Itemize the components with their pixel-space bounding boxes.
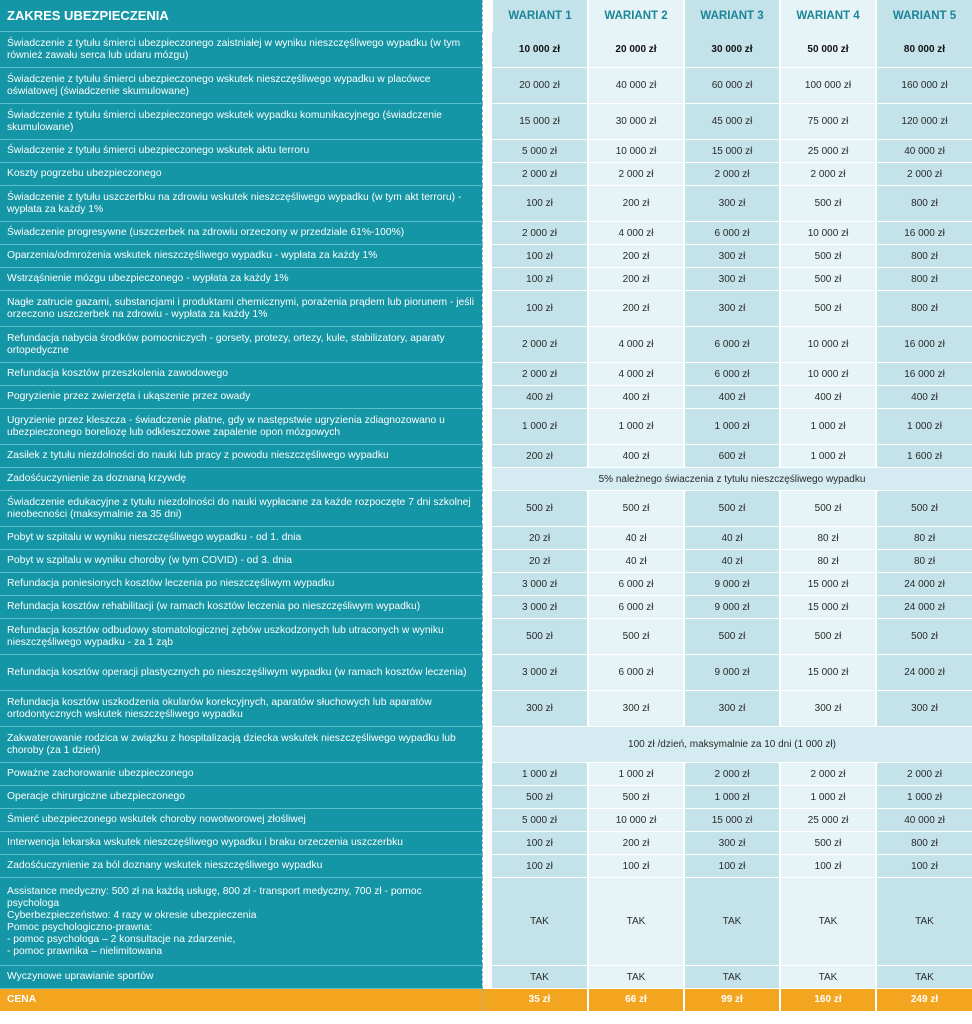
variant-2-value: 500 zł [588,619,684,655]
variant-5-header: WARIANT 5 [876,0,972,32]
variant-4-value: TAK [780,878,876,966]
price-label: CENA [0,989,482,1011]
column-separator [482,68,492,104]
table-row [0,573,972,596]
table-row [0,268,972,291]
table-row [0,186,972,222]
variant-1-value: 100 zł [492,245,588,268]
variant-2-price: 66 zł [588,989,684,1011]
variant-2-value: 10 000 zł [588,140,684,163]
variant-2-value: TAK [588,878,684,966]
variant-4-price: 160 zł [780,989,876,1011]
column-separator [482,0,492,32]
variant-1-value: 5 000 zł [492,140,588,163]
variant-1-value: 1 000 zł [492,409,588,445]
variant-4-value: 500 zł [780,291,876,327]
variant-1-value: 300 zł [492,691,588,727]
variant-3-value: TAK [684,966,780,989]
variant-4-value: 2 000 zł [780,763,876,786]
variant-5-value: 800 zł [876,832,972,855]
variant-2-value: 4 000 zł [588,327,684,363]
column-separator [482,573,492,596]
variant-3-value: 1 000 zł [684,409,780,445]
variant-2-value: 40 000 zł [588,68,684,104]
variant-2-value: 400 zł [588,445,684,468]
column-separator [482,832,492,855]
variant-3-value: 500 zł [684,491,780,527]
variant-5-value: 400 zł [876,386,972,409]
row-label: Refundacja kosztów przeszkolenia zawodowego [0,363,482,386]
row-label: Świadczenie edukacyjne z tytułu niezdolności do nauki wypłacane za każde rozpoczęte 7 dni szkolnej nieobecności (maksymalnie za 35 dni) [0,491,482,527]
column-separator [482,878,492,966]
row-label: Świadczenie progresywne (uszczerbek na zdrowiu orzeczony w przedziale 61%-100%) [0,222,482,245]
variant-2-value: 1 000 zł [588,409,684,445]
variant-4-value: 500 zł [780,832,876,855]
variant-4-value: 1 000 zł [780,445,876,468]
variant-1-value: 5 000 zł [492,809,588,832]
table-row [0,468,972,491]
variant-5-value: 40 000 zł [876,140,972,163]
row-label: Pobyt w szpitalu w wyniku nieszczęśliwego wypadku - od 1. dnia [0,527,482,550]
variant-2-header: WARIANT 2 [588,0,684,32]
variant-2-value: 200 zł [588,268,684,291]
row-label: Operacje chirurgiczne ubezpieczonego [0,786,482,809]
variant-3-value: 60 000 zł [684,68,780,104]
variant-3-value: 300 zł [684,291,780,327]
table-row [0,32,972,68]
column-separator [482,104,492,140]
variant-1-value: 100 zł [492,291,588,327]
merged-value-cell: 100 zł /dzień, maksymalnie za 10 dni (1 000 zł) [492,727,972,763]
variant-2-value: 2 000 zł [588,163,684,186]
variant-3-value: 100 zł [684,855,780,878]
variant-1-value: 20 000 zł [492,68,588,104]
table-row [0,409,972,445]
column-separator [482,291,492,327]
row-label: Wyczynowe uprawianie sportów [0,966,482,989]
column-separator [482,786,492,809]
column-separator [482,619,492,655]
variant-1-value: 2 000 zł [492,163,588,186]
column-separator [482,222,492,245]
variant-5-value: 16 000 zł [876,222,972,245]
variant-5-value: 800 zł [876,291,972,327]
variant-4-value: 50 000 zł [780,32,876,68]
row-label: Świadczenie z tytułu śmierci ubezpieczonego wskutek nieszczęśliwego wypadku w placówce oświatowej (świadczenie skumulowane) [0,68,482,104]
table-row [0,363,972,386]
row-label: Refundacja kosztów uszkodzenia okularów korekcyjnych, aparatów słuchowych lub aparatów ortodontycznych wskutek nieszczęśliwego wypadku [0,691,482,727]
variant-4-value: 100 000 zł [780,68,876,104]
variant-3-value: 6 000 zł [684,327,780,363]
table-row [0,655,972,691]
variant-1-value: 1 000 zł [492,763,588,786]
variant-1-value: 400 zł [492,386,588,409]
table-row [0,527,972,550]
variant-1-value: 100 zł [492,832,588,855]
table-row [0,163,972,186]
variant-5-value: 80 000 zł [876,32,972,68]
column-separator [482,363,492,386]
table-row [0,104,972,140]
variant-4-value: TAK [780,966,876,989]
variant-5-value: 500 zł [876,619,972,655]
variant-5-value: TAK [876,878,972,966]
variant-5-value: 80 zł [876,550,972,573]
column-separator [482,163,492,186]
variant-3-value: 30 000 zł [684,32,780,68]
column-separator [482,596,492,619]
column-separator [482,727,492,763]
variant-4-value: 15 000 zł [780,655,876,691]
variant-1-value: 3 000 zł [492,573,588,596]
column-separator [482,186,492,222]
variant-5-value: 100 zł [876,855,972,878]
variant-1-header: WARIANT 1 [492,0,588,32]
variant-5-value: 40 000 zł [876,809,972,832]
variant-1-value: TAK [492,878,588,966]
variant-2-value: 400 zł [588,386,684,409]
variant-2-value: 200 zł [588,186,684,222]
variant-3-price: 99 zł [684,989,780,1011]
variant-4-value: 500 zł [780,619,876,655]
table-row [0,445,972,468]
column-separator [482,809,492,832]
variant-5-value: 800 zł [876,268,972,291]
variant-1-value: 20 zł [492,527,588,550]
row-label: Koszty pogrzebu ubezpieczonego [0,163,482,186]
variant-5-value: 24 000 zł [876,655,972,691]
variant-5-value: 16 000 zł [876,363,972,386]
table-row [0,550,972,573]
table-row [0,68,972,104]
row-label: Świadczenie z tytułu śmierci ubezpieczonego wskutek wypadku komunikacyjnego (świadczenie skumulowane) [0,104,482,140]
variant-3-value: 500 zł [684,619,780,655]
variant-4-value: 300 zł [780,691,876,727]
row-label: Nagłe zatrucie gazami, substancjami i produktami chemicznymi, porażenia prądem lub piorunem - jeśli orzeczono uszczerbek na zdrowiu - wypłata za każdy 1% [0,291,482,327]
variant-1-value: 500 zł [492,786,588,809]
variant-4-value: 500 zł [780,268,876,291]
variant-4-value: 10 000 zł [780,222,876,245]
row-label: Świadczenie z tytułu śmierci ubezpieczonego zaistniałej w wyniku nieszczęśliwego wypadku (w tym również zawału serca lub udaru mózgu) [0,32,482,68]
row-label: Świadczenie z tytułu uszczerbku na zdrowiu wskutek nieszczęśliwego wypadku (w tym akt terroru) - wypłata za każdy 1% [0,186,482,222]
table-row [0,691,972,727]
variant-1-value: 100 zł [492,855,588,878]
variant-5-value: 1 000 zł [876,786,972,809]
column-separator [482,445,492,468]
table-row [0,596,972,619]
variant-2-value: 6 000 zł [588,655,684,691]
table-row [0,245,972,268]
variant-3-value: 1 000 zł [684,786,780,809]
row-label: Zadośćuczynienie za ból doznany wskutek nieszczęśliwego wypadku [0,855,482,878]
variant-2-value: 10 000 zł [588,809,684,832]
variant-4-value: 500 zł [780,245,876,268]
variant-1-value: 15 000 zł [492,104,588,140]
variant-4-value: 400 zł [780,386,876,409]
row-label: Wstrząśnienie mózgu ubezpieczonego - wypłata za każdy 1% [0,268,482,291]
variant-1-value: TAK [492,966,588,989]
column-separator [482,468,492,491]
variant-4-value: 500 zł [780,491,876,527]
variant-5-value: 24 000 zł [876,596,972,619]
column-separator [482,268,492,291]
variant-4-value: 10 000 zł [780,363,876,386]
variant-4-value: 1 000 zł [780,786,876,809]
variant-4-value: 15 000 zł [780,573,876,596]
variant-1-value: 3 000 zł [492,655,588,691]
table-row [0,619,972,655]
variant-2-value: 40 zł [588,550,684,573]
table-row [0,491,972,527]
column-separator [482,409,492,445]
column-separator [482,655,492,691]
variant-3-value: 300 zł [684,186,780,222]
variant-1-value: 100 zł [492,186,588,222]
row-label: Refundacja kosztów rehabilitacji (w ramach kosztów leczenia po nieszczęśliwym wypadku) [0,596,482,619]
table-row [0,809,972,832]
price-row [0,989,972,1011]
variant-2-value: 500 zł [588,491,684,527]
column-separator [482,966,492,989]
variant-1-value: 100 zł [492,268,588,291]
table-row [0,855,972,878]
variant-1-value: 10 000 zł [492,32,588,68]
variant-2-value: 6 000 zł [588,596,684,619]
variant-4-value: 1 000 zł [780,409,876,445]
variant-4-value: 2 000 zł [780,163,876,186]
variant-4-value: 25 000 zł [780,140,876,163]
variant-5-value: 1 000 zł [876,409,972,445]
row-label: Pogryzienie przez zwierzęta i ukąszenie przez owady [0,386,482,409]
table-row [0,222,972,245]
variant-2-value: 100 zł [588,855,684,878]
merged-value-cell: 5% należnego świaczenia z tytułu nieszczęśliwego wypadku [492,468,972,491]
variant-3-value: 6 000 zł [684,363,780,386]
variant-1-value: 500 zł [492,491,588,527]
row-label: Ugryzienie przez kleszcza - świadczenie płatne, gdy w następstwie ugryzienia zdiagnozowano u ubezpieczonego boreliozę lub odkleszczowe zapalenie opon mózgowych [0,409,482,445]
row-label: Świadczenie z tytułu śmierci ubezpieczonego wskutek aktu terroru [0,140,482,163]
variant-2-value: 200 zł [588,245,684,268]
row-label: Refundacja poniesionych kosztów leczenia po nieszczęśliwym wypadku [0,573,482,596]
variant-2-value: 40 zł [588,527,684,550]
variant-4-header: WARIANT 4 [780,0,876,32]
table-row [0,327,972,363]
row-label: Śmierć ubezpieczonego wskutek choroby nowotworowej złośliwej [0,809,482,832]
row-label: Oparzenia/odmrożenia wskutek nieszczęśliwego wypadku - wypłata za każdy 1% [0,245,482,268]
variant-4-value: 75 000 zł [780,104,876,140]
variant-2-value: 1 000 zł [588,763,684,786]
row-label: Refundacja kosztów odbudowy stomatologicznej zębów uszkodzonych lub utraconych w wyniku nieszczęśliwego wypadku - za 1 ząb [0,619,482,655]
variant-5-value: 2 000 zł [876,763,972,786]
variant-5-value: TAK [876,966,972,989]
variant-1-value: 2 000 zł [492,327,588,363]
variant-5-value: 80 zł [876,527,972,550]
table-row [0,291,972,327]
variant-1-value: 20 zł [492,550,588,573]
table-row [0,966,972,989]
column-separator [482,855,492,878]
variant-5-value: 800 zł [876,186,972,222]
variant-1-value: 2 000 zł [492,363,588,386]
variant-2-value: 4 000 zł [588,222,684,245]
variant-3-value: 6 000 zł [684,222,780,245]
row-label: Refundacja nabycia środków pomocniczych - gorsety, protezy, ortezy, kule, stabilizatory, aparaty ortopedyczne [0,327,482,363]
table-row [0,727,972,763]
variant-3-value: 40 zł [684,527,780,550]
variant-2-value: 500 zł [588,786,684,809]
column-separator [482,32,492,68]
variant-2-value: 200 zł [588,832,684,855]
variant-1-value: 500 zł [492,619,588,655]
variant-4-value: 25 000 zł [780,809,876,832]
variant-3-value: 2 000 zł [684,163,780,186]
variant-5-value: 2 000 zł [876,163,972,186]
coverage-rows [0,32,972,1011]
column-separator [482,245,492,268]
column-separator [482,527,492,550]
row-label: Assistance medyczny: 500 zł na każdą usługę, 800 zł - transport medyczny, 700 zł - pomoc psychologa Cyberbezpieczeństwo: 4 razy w okresie ubezpieczenia Pomoc psychologiczno-prawna: - pomoc psychologa – 2 konsultacje na zdarzenie, - pomoc prawnika – nielimitowana [0,878,482,966]
table-row [0,786,972,809]
table-row [0,140,972,163]
variant-5-value: 500 zł [876,491,972,527]
variant-3-header: WARIANT 3 [684,0,780,32]
column-separator [482,327,492,363]
column-separator [482,989,492,1011]
variant-2-value: 4 000 zł [588,363,684,386]
table-row [0,878,972,966]
variant-3-value: 400 zł [684,386,780,409]
variant-4-value: 100 zł [780,855,876,878]
variant-1-value: 200 zł [492,445,588,468]
variant-3-value: 300 zł [684,245,780,268]
table-row [0,763,972,786]
variant-3-value: 9 000 zł [684,573,780,596]
variant-4-value: 80 zł [780,527,876,550]
variant-4-value: 10 000 zł [780,327,876,363]
variant-3-value: 9 000 zł [684,655,780,691]
variant-5-value: 16 000 zł [876,327,972,363]
variant-2-value: 20 000 zł [588,32,684,68]
variant-5-price: 249 zł [876,989,972,1011]
variant-3-value: TAK [684,878,780,966]
variant-4-value: 15 000 zł [780,596,876,619]
column-separator [482,763,492,786]
variant-2-value: 300 zł [588,691,684,727]
row-label: Zakwaterowanie rodzica w związku z hospitalizacją dziecka wskutek nieszczęśliwego wypadku lub choroby (za 1 dzień) [0,727,482,763]
variant-3-value: 45 000 zł [684,104,780,140]
row-label: Zadośćuczynienie za doznaną krzywdę [0,468,482,491]
variant-5-value: 800 zł [876,245,972,268]
variant-3-value: 9 000 zł [684,596,780,619]
variant-3-value: 40 zł [684,550,780,573]
row-label: Zasiłek z tytułu niezdolności do nauki lub pracy z powodu nieszczęśliwego wypadku [0,445,482,468]
variant-5-value: 160 000 zł [876,68,972,104]
variant-2-value: 30 000 zł [588,104,684,140]
variant-3-value: 15 000 zł [684,809,780,832]
column-separator [482,691,492,727]
variant-1-value: 2 000 zł [492,222,588,245]
variant-1-price: 35 zł [492,989,588,1011]
variant-3-value: 2 000 zł [684,763,780,786]
variant-5-value: 120 000 zł [876,104,972,140]
variant-5-value: 1 600 zł [876,445,972,468]
variant-1-value: 3 000 zł [492,596,588,619]
table-row [0,386,972,409]
column-separator [482,386,492,409]
row-label: Refundacja kosztów operacji plastycznych po nieszczęśliwym wypadku (w ramach kosztów leczenia) [0,655,482,691]
variant-4-value: 80 zł [780,550,876,573]
row-label: Interwencja lekarska wskutek nieszczęśliwego wypadku i braku orzeczenia uszczerbku [0,832,482,855]
variant-3-value: 300 zł [684,691,780,727]
variant-3-value: 300 zł [684,268,780,291]
row-label: Poważne zachorowanie ubezpieczonego [0,763,482,786]
variant-3-value: 300 zł [684,832,780,855]
variant-2-value: 200 zł [588,291,684,327]
table-title: ZAKRES UBEZPIECZENIA [0,0,482,32]
variant-3-value: 15 000 zł [684,140,780,163]
column-separator [482,550,492,573]
table-row [0,832,972,855]
column-separator [482,140,492,163]
row-label: Pobyt w szpitalu w wyniku choroby (w tym COVID) - od 3. dnia [0,550,482,573]
variant-3-value: 600 zł [684,445,780,468]
table-header-row [0,0,972,32]
variant-4-value: 500 zł [780,186,876,222]
variant-2-value: 6 000 zł [588,573,684,596]
variant-5-value: 24 000 zł [876,573,972,596]
column-separator [482,491,492,527]
variant-2-value: TAK [588,966,684,989]
variant-5-value: 300 zł [876,691,972,727]
